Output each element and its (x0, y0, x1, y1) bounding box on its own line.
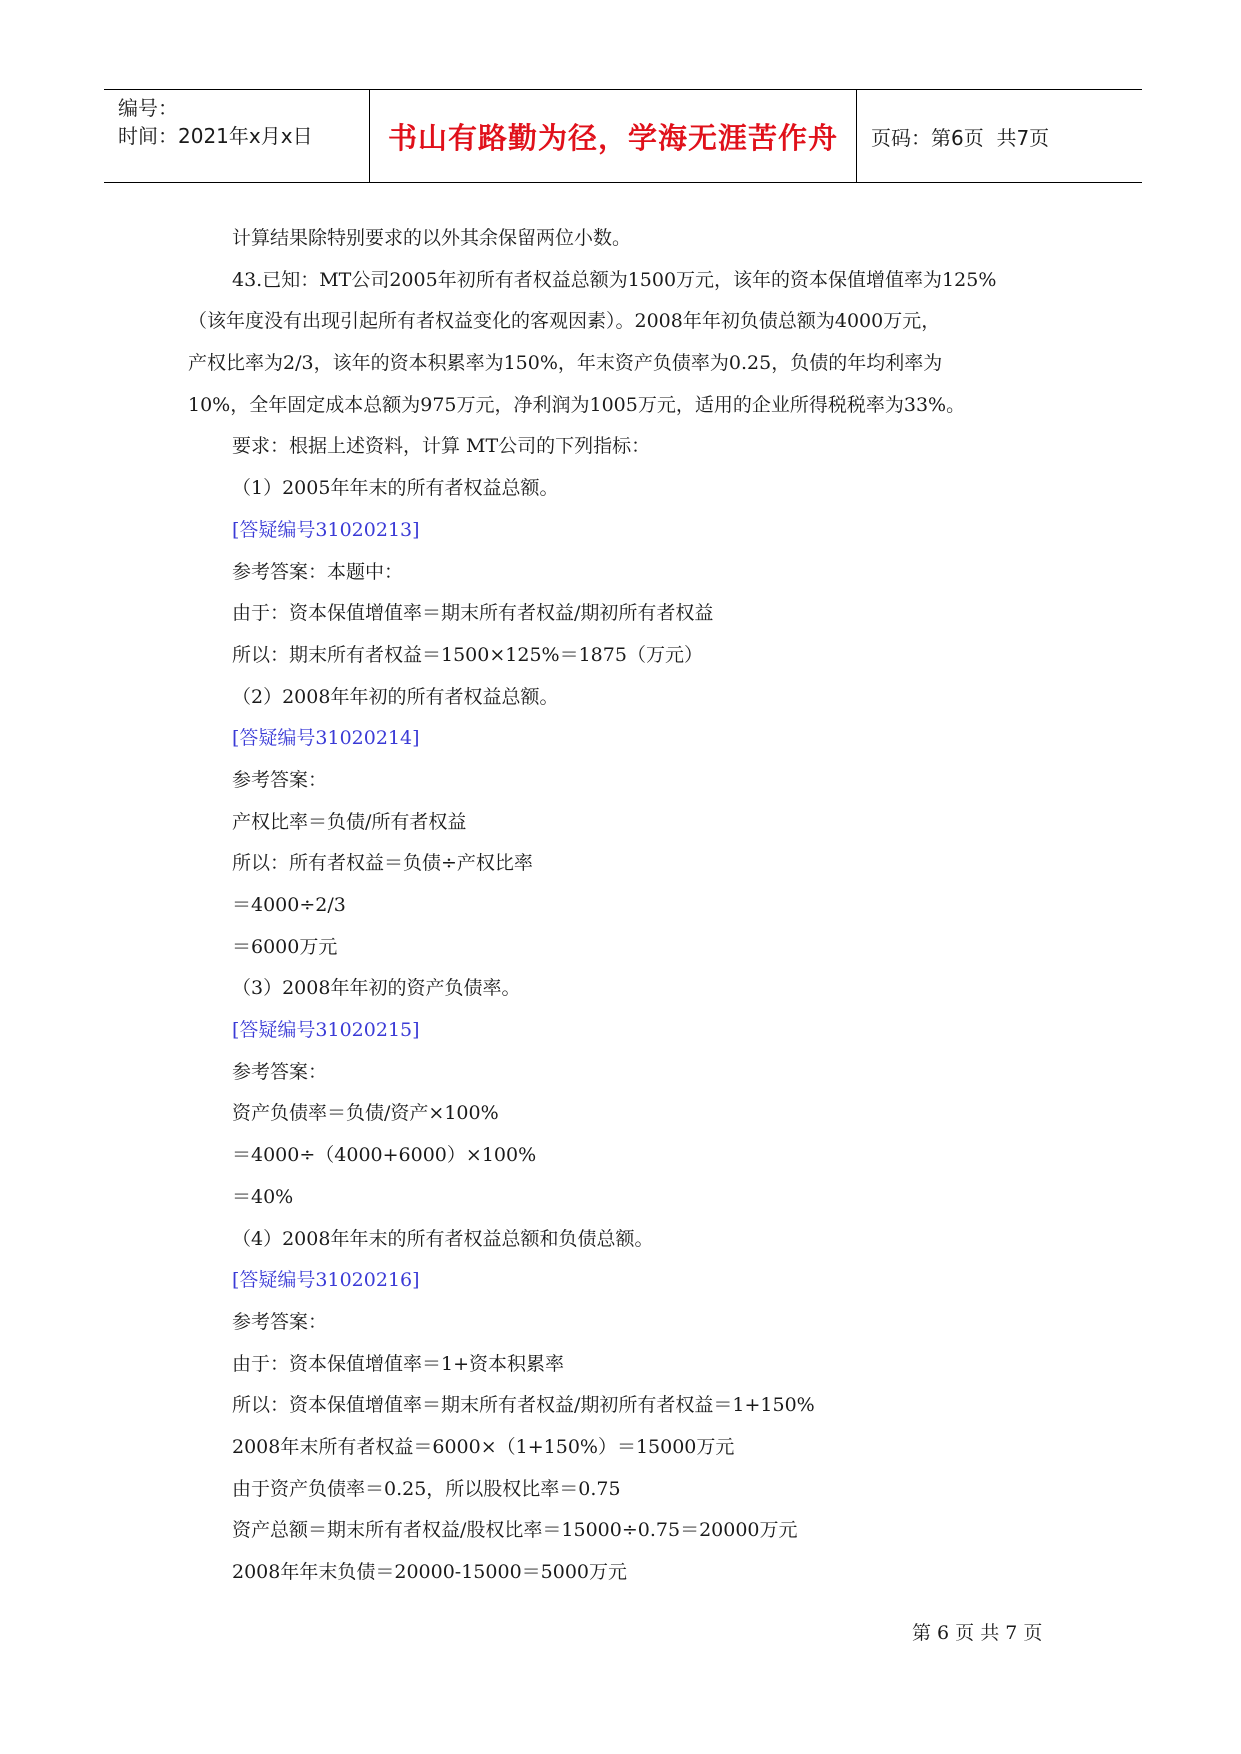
header-page-info: 页码：第6页 共7页 (871, 125, 1050, 150)
body-line: 参考答案： (232, 1060, 328, 1083)
body-line: 所以：资本保值增值率＝期末所有者权益/期初所有者权益＝1+150% (232, 1394, 815, 1417)
body-line: 产权比率＝负债/所有者权益 (232, 810, 467, 833)
body-line: 由于：资本保值增值率＝1+资本积累率 (232, 1352, 565, 1375)
body-line: 资产总额＝期末所有者权益/股权比率＝15000÷0.75＝20000万元 (232, 1519, 798, 1542)
body-line: 所以：期末所有者权益＝1500×125%＝1875（万元） (232, 643, 703, 666)
body-line: （4）2008年年末的所有者权益总额和负债总额。 (232, 1227, 654, 1250)
answer-reference-code: [答疑编号31020214] (232, 727, 420, 750)
body-line: ＝4000÷（4000+6000）×100% (232, 1144, 537, 1167)
body-line: 10%，全年固定成本总额为975万元，净利润为1005万元，适用的企业所得税税率为33%。 (188, 393, 966, 416)
answer-reference-code: [答疑编号31020213] (232, 518, 420, 541)
body-line: 计算结果除特别要求的以外其余保留两位小数。 (232, 227, 632, 249)
answer-reference-code: [答疑编号31020216] (232, 1269, 420, 1292)
header-motto: 书山有路勤为径，学海无涯苦作舟 (387, 120, 838, 155)
body-line: 参考答案： (232, 1310, 328, 1333)
page-footer: 第 6 页 共 7 页 (912, 1622, 1043, 1644)
body-line: （3）2008年年初的资产负债率。 (232, 977, 521, 1000)
body-line: 2008年年末负债＝20000-15000＝5000万元 (232, 1561, 628, 1583)
body-line: ＝40% (232, 1185, 294, 1208)
body-line: 由于：资本保值增值率＝期末所有者权益/期初所有者权益 (232, 602, 714, 625)
body-line: 资产负债率＝负债/资产×100% (232, 1102, 499, 1125)
body-line: 要求：根据上述资料，计算 MT公司的下列指标： (232, 435, 651, 458)
body-line: 所以：所有者权益＝负债÷产权比率 (232, 852, 533, 875)
document-body (188, 218, 1078, 1594)
body-line: 参考答案： (232, 768, 328, 791)
document-number-label: 编号： (118, 96, 178, 120)
body-line: 产权比率为2/3，该年的资本积累率为150%，年末资产负债率为0.25，负债的年均利率为 (188, 352, 943, 375)
body-line: 由于资产负债率＝0.25，所以股权比率＝0.75 (232, 1477, 621, 1500)
document-time-label: 时间：2021年x月x日 (118, 124, 313, 148)
header-page-cell (857, 90, 1142, 182)
body-line: （该年度没有出现引起所有者权益变化的客观因素）。2008年年初负债总额为4000万元， (188, 310, 941, 333)
body-line: 43.已知：MT公司2005年初所有者权益总额为1500万元，该年的资本保值增值率为125% (232, 268, 997, 291)
header-meta (104, 90, 369, 182)
body-line: ＝6000万元 (232, 935, 338, 958)
body-line: ＝4000÷2/3 (232, 894, 346, 916)
body-line: 2008年末所有者权益＝6000×（1+150%）＝15000万元 (232, 1435, 735, 1458)
page-header (104, 89, 1142, 183)
body-line: 参考答案：本题中： (232, 560, 404, 583)
answer-reference-code: [答疑编号31020215] (232, 1019, 420, 1042)
body-line: （1）2005年年末的所有者权益总额。 (232, 477, 559, 500)
header-motto-cell (369, 90, 857, 182)
body-line: （2）2008年年初的所有者权益总额。 (232, 685, 559, 708)
